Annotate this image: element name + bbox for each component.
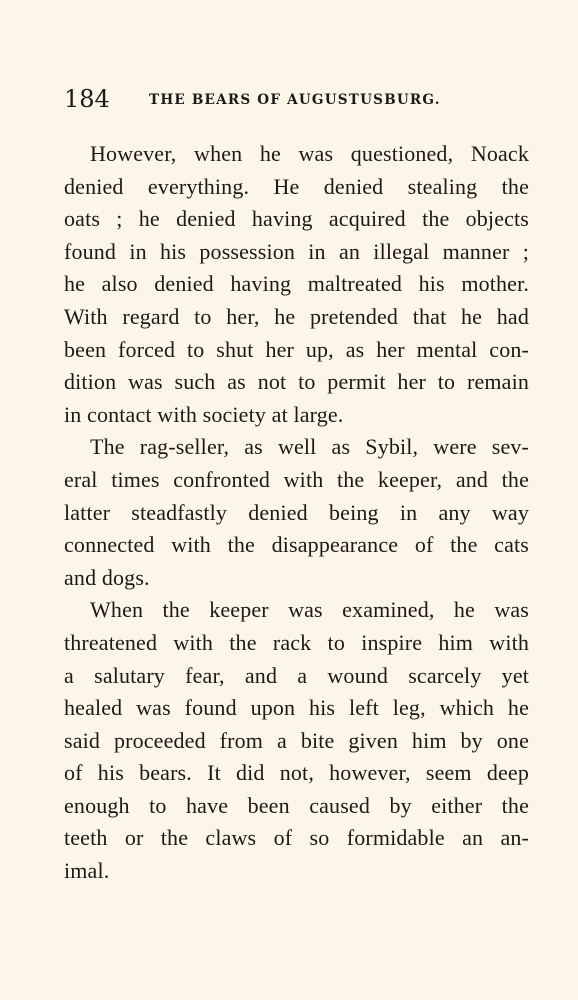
text-line: eral times confronted with the keeper, and the: [64, 466, 529, 492]
text-line: said proceeded from a bite given him by one: [64, 727, 529, 753]
text-line: found in his possession in an illegal manner ;: [64, 238, 529, 264]
text-line: connected with the disappearance of the cats: [64, 532, 529, 558]
text-line: and dogs.: [64, 564, 150, 590]
paragraph: [64, 594, 529, 887]
text-line: healed was found upon his left leg, which he: [64, 695, 529, 721]
text-line: of his bears. It did not, however, seem deep: [64, 760, 529, 786]
text-line: oats ; he denied having acquired the objects: [64, 206, 529, 232]
text-line: latter steadfastly denied being in any way: [64, 499, 529, 525]
text-line: The rag-seller, as well as Sybil, were sev-: [90, 434, 529, 460]
text-line: in contact with society at large.: [64, 401, 344, 427]
text-line: teeth or the claws of so formidable an an-: [64, 825, 529, 851]
running-title: THE BEARS OF AUGUSTUSBURG.: [149, 92, 441, 108]
text-line: been forced to shut her up, as her mental con-: [64, 336, 529, 362]
text-line: he also denied having maltreated his mother.: [64, 271, 529, 297]
text-line: When the keeper was examined, he was: [90, 597, 529, 623]
paragraph: [64, 431, 529, 594]
running-head: [64, 82, 529, 116]
text-line: However, when he was questioned, Noack: [90, 141, 529, 166]
page-number: 184: [64, 85, 110, 113]
text-line: With regard to her, he pretended that he had: [64, 303, 529, 329]
text-line: enough to have been caused by either the: [64, 792, 529, 818]
text-line: denied everything. He denied stealing the: [64, 173, 529, 199]
text-line: dition was such as not to permit her to remain: [64, 369, 529, 395]
text-line: imal.: [64, 858, 110, 884]
text-line: threatened with the rack to inspire him with: [64, 629, 529, 655]
text-line: a salutary fear, and a wound scarcely yet: [64, 662, 529, 688]
body-text: [64, 138, 529, 888]
paragraph: [64, 138, 529, 431]
